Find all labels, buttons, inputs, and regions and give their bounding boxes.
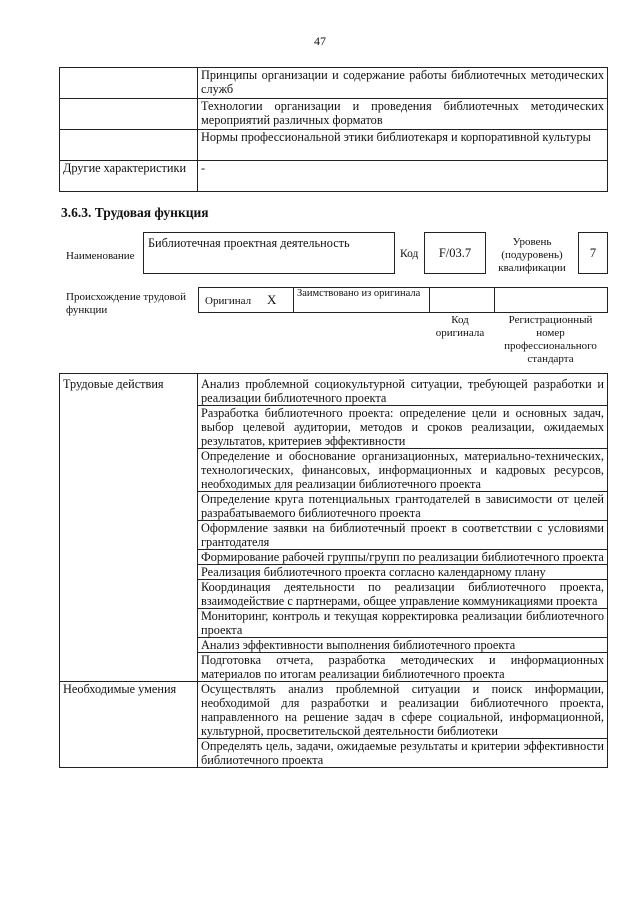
labor-action-item: Анализ эффективности выполнения библиотечного проекта: [198, 638, 608, 653]
level-value-box: [578, 232, 608, 274]
labor-action-item: Мониторинг, контроль и текущая корректировка реализации библиотечного проекта: [198, 609, 608, 638]
code-original-label: Код оригинала: [435, 314, 485, 339]
skill-item: Определять цель, задачи, ожидаемые результаты и критерии эффективности библиотечного проекта: [198, 739, 608, 768]
table-row: [60, 161, 608, 192]
table-cell-empty: [60, 130, 198, 161]
knowledge-item: Принципы организации и содержание работы библиотечных методических служб: [198, 68, 608, 99]
table-row: [60, 99, 608, 130]
name-label: Наименование: [66, 250, 135, 262]
code-label: Код: [400, 248, 419, 260]
name-value: Библиотечная проектная деятельность: [148, 236, 350, 250]
other-characteristics-value: -: [198, 161, 608, 192]
labor-action-item: Определение круга потенциальных грантодателей в зависимости от целей разрабатываемого библиотечного проекта: [198, 492, 608, 521]
table-row: [60, 374, 608, 406]
section-title: 3.6.3. Трудовая функция: [61, 205, 209, 220]
table-cell-empty: [60, 68, 198, 99]
knowledge-item: Нормы профессиональной этики библиотекаря и корпоративной культуры: [198, 130, 608, 161]
origin-boxes: [198, 287, 608, 313]
level-value: 7: [589, 246, 597, 260]
knowledge-table: [59, 67, 608, 192]
code-value-box: [424, 232, 486, 274]
skills-label: Необходимые умения: [60, 682, 198, 768]
labor-action-item: Координация деятельности по реализации библиотечного проекта, взаимодействие с партнерами, общее управление коммуникациями проекта: [198, 580, 608, 609]
labor-actions-label: Трудовые действия: [60, 374, 198, 682]
knowledge-item: Технологии организации и проведения библиотечных методических мероприятий различных форматов: [198, 99, 608, 130]
skill-item: Осуществлять анализ проблемной ситуации и поиск информации, необходимой для разработки и реализации библиотечного проекта, направленного на решение задач в сфере социальной, информационной, культурной, просветительской деятельности библиотеки: [198, 682, 608, 739]
original-cell: [199, 288, 294, 312]
code-value: F/03.7: [438, 246, 472, 260]
reg-number-cell: [495, 288, 607, 312]
table-row: [60, 68, 608, 99]
name-value-box: [143, 232, 395, 274]
labor-action-item: Определение и обоснование организационных, материально-технических, технологических, финансовых, информационных и кадровых ресурсов, необходимых для реализации библиотечного проекта: [198, 449, 608, 492]
labor-action-item: Реализация библиотечного проекта согласно календарному плану: [198, 565, 608, 580]
labor-action-item: Анализ проблемной социокультурной ситуации, требующей разработки и реализации библиотечного проекта: [198, 374, 608, 406]
other-characteristics-label: Другие характеристики: [60, 161, 198, 192]
table-row: [60, 682, 608, 739]
labor-action-item: Формирование рабочей группы/групп по реализации библиотечного проекта: [198, 550, 608, 565]
table-row: [60, 130, 608, 161]
borrowed-cell: [294, 288, 430, 312]
original-mark: X: [267, 292, 277, 307]
table-cell-empty: [60, 99, 198, 130]
labor-action-item: Оформление заявки на библиотечный проект в соответствии с условиями грантодателя: [198, 521, 608, 550]
level-label: Уровень (подуровень) квалификации: [498, 236, 566, 274]
borrowed-label: Заимствовано из оригинала: [297, 288, 421, 299]
reg-number-label: Регистрационный номер профессионального стандарта: [504, 314, 597, 365]
labor-function-table: [59, 373, 608, 768]
original-label: Оригинал: [205, 295, 252, 307]
origin-label: Происхождение трудовой функции: [66, 291, 187, 316]
page-number: 47: [314, 34, 326, 48]
code-original-cell: [430, 288, 495, 312]
labor-action-item: Подготовка отчета, разработка методических и информационных материалов по итогам реализации библиотечного проекта: [198, 653, 608, 682]
labor-action-item: Разработка библиотечного проекта: определение цели и основных задач, выбор целевой аудитории, методов и сроков реализации, ожидаемых результатов, критериев эффективности: [198, 406, 608, 449]
